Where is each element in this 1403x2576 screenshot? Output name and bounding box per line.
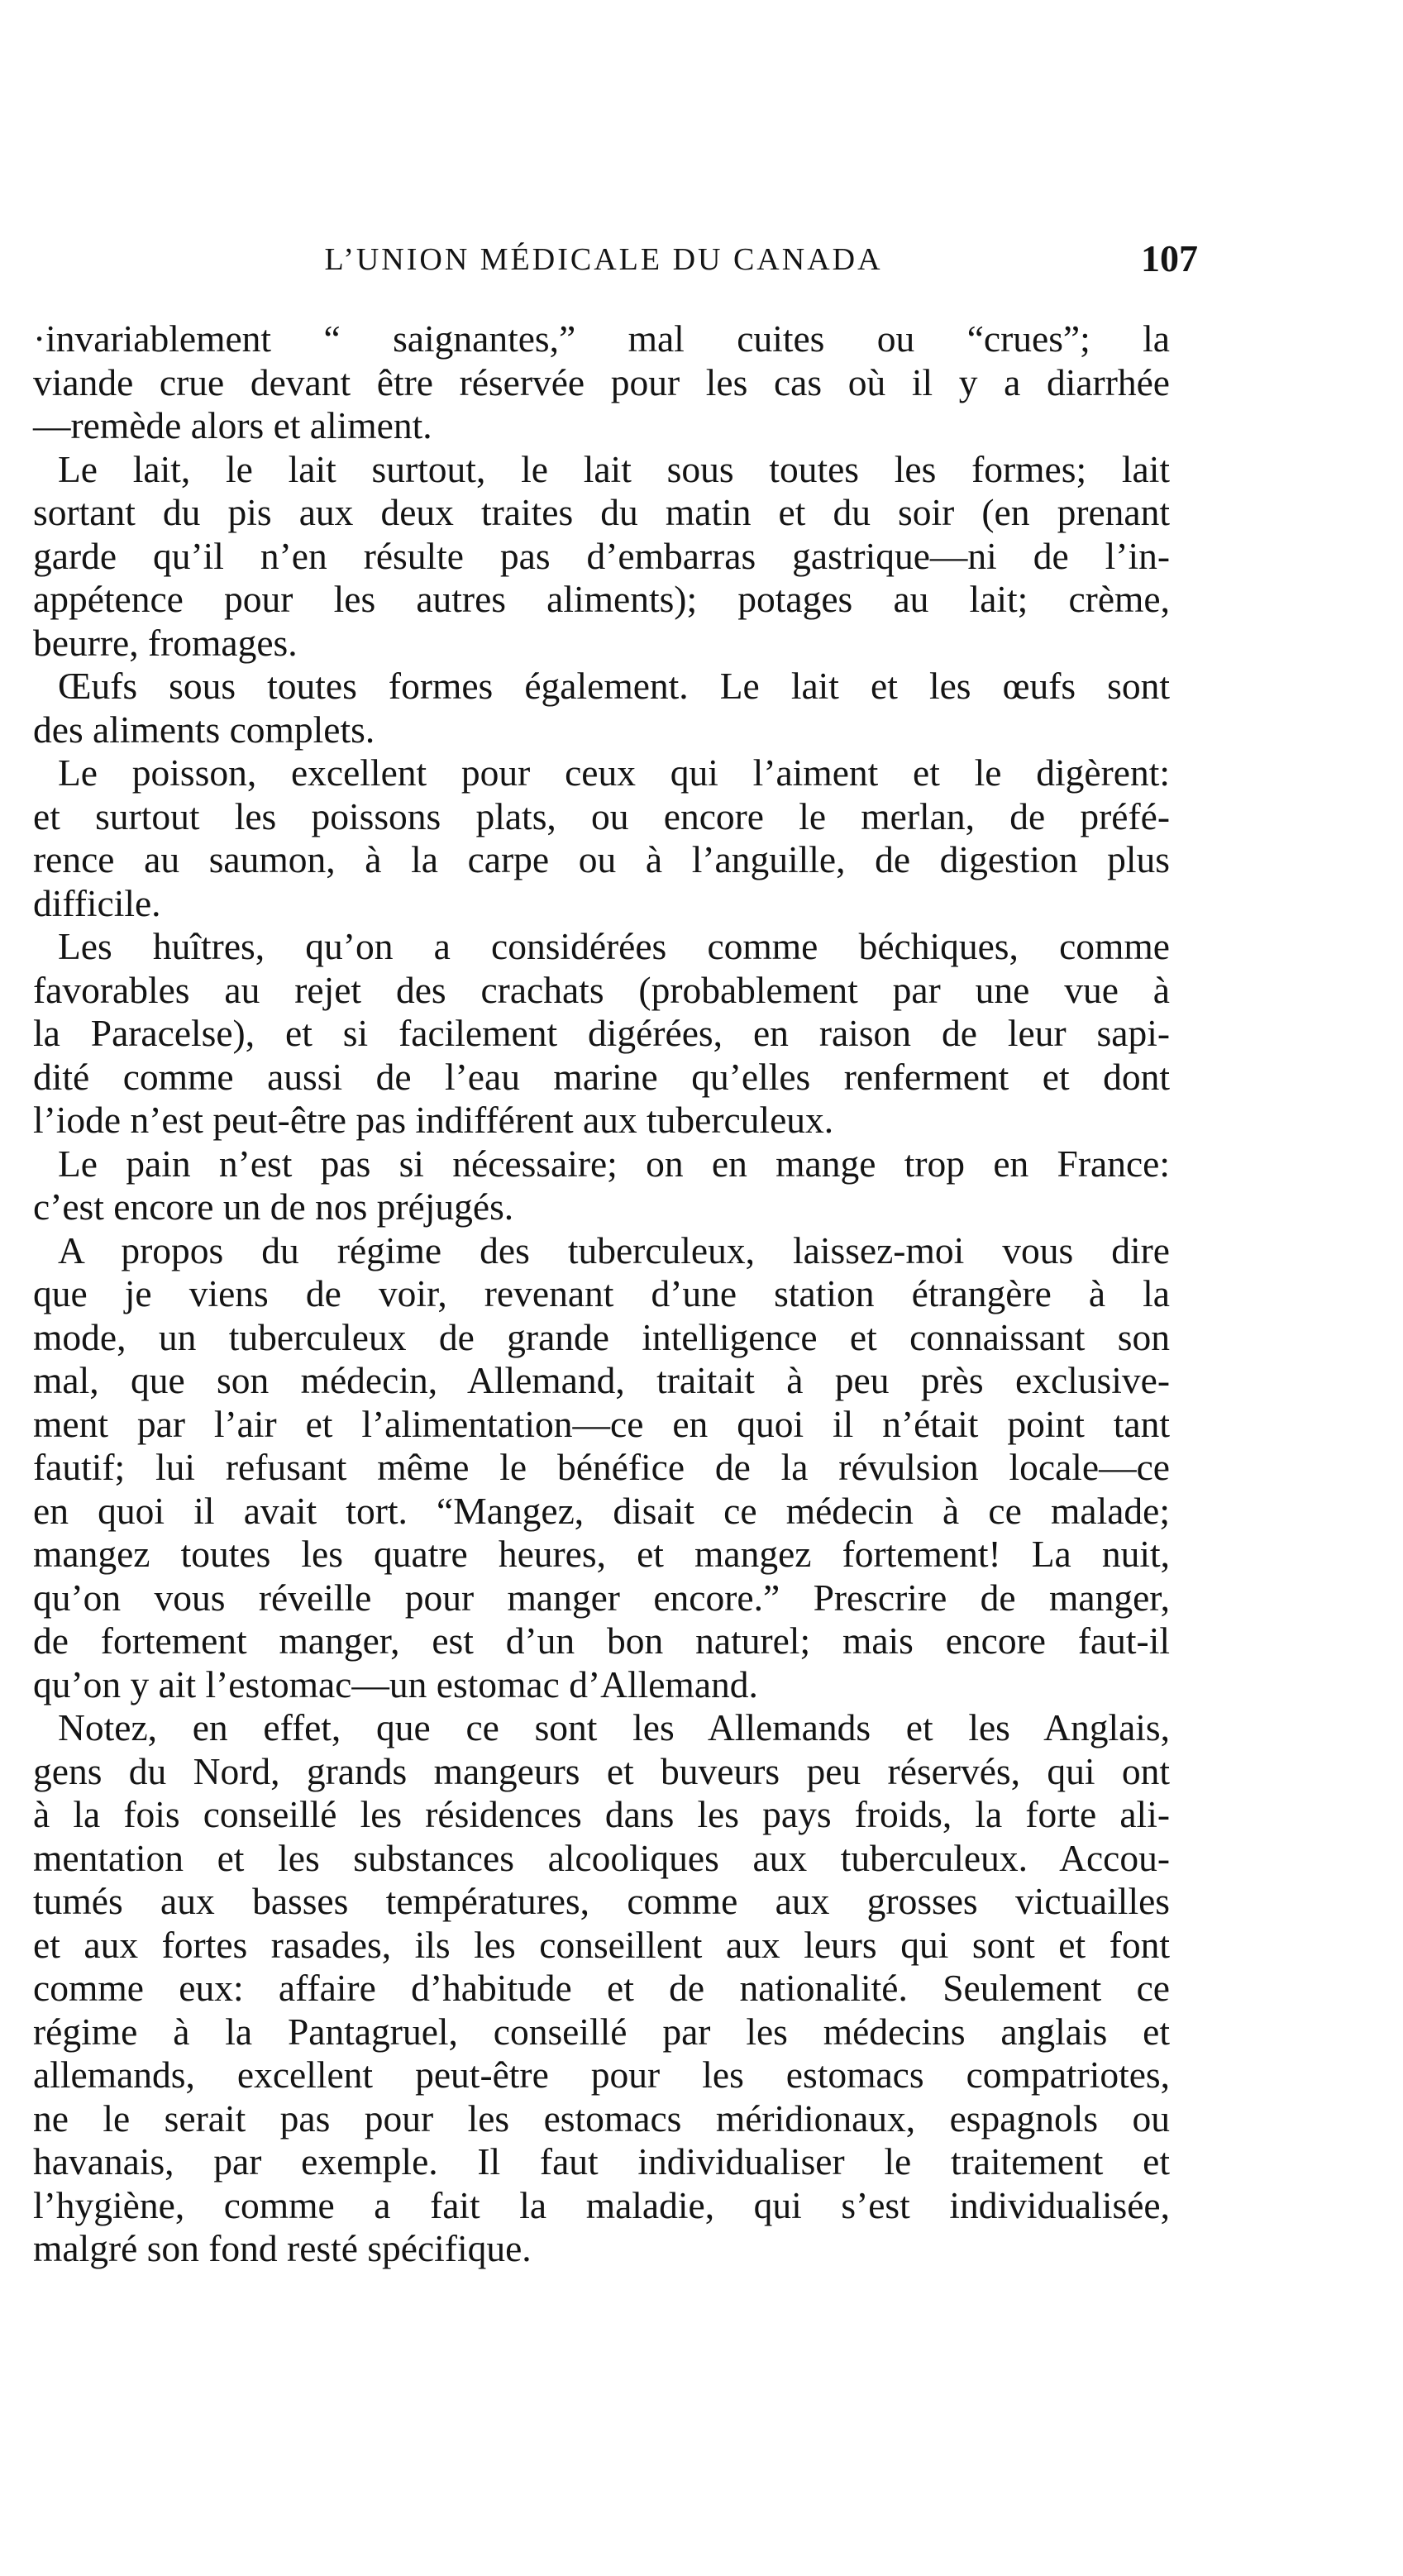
text-line: beurre, fromages.: [33, 621, 298, 664]
paragraph-first-line: A propos du régime des tuberculeux, laissez-moi vous dire: [58, 1228, 1170, 1271]
text-line: l’iode n’est peut-être pas indifférent aux tuberculeux.: [33, 1099, 834, 1141]
text-line: la Paracelse), et si facilement digérées, en raison de leur sapi-: [33, 1012, 1170, 1054]
text-line: mode, un tuberculeux de grande intelligence et connaissant son: [33, 1315, 1170, 1358]
text-line: fautif; lui refusant même le bénéfice de la révulsion locale—ce: [33, 1446, 1170, 1488]
text-line: mangez toutes les quatre heures, et mangez fortement! La nuit,: [33, 1533, 1170, 1575]
text-line: difficile.: [33, 881, 161, 924]
body-text: [33, 317, 1170, 2271]
text-line: rence au saumon, à la carpe ou à l’anguille, de digestion plus: [33, 838, 1170, 880]
paragraph-first-line: Le pain n’est pas si nécessaire; on en mange trop en France:: [58, 1142, 1170, 1185]
text-line: et aux fortes rasades, ils les conseillent aux leurs qui sont et font: [33, 1923, 1170, 1966]
text-line: qu’on y ait l’estomac—un estomac d’Allemand.: [33, 1662, 758, 1705]
text-line: que je viens de voir, revenant d’une station étrangère à la: [33, 1272, 1170, 1314]
text-line: qu’on vous réveille pour manger encore.” Prescrire de manger,: [33, 1576, 1170, 1619]
text-line: tumés aux basses températures, comme aux grosses victuailles: [33, 1880, 1170, 1922]
text-line: allemands, excellent peut-être pour les estomacs compatriotes,: [33, 2054, 1170, 2096]
text-line: l’hygiène, comme a fait la maladie, qui s’est individualisée,: [33, 2183, 1170, 2226]
text-line: à la fois conseillé les résidences dans les pays froids, la forte ali-: [33, 1793, 1170, 1835]
text-line: comme eux: affaire d’habitude et de nationalité. Seulement ce: [33, 1967, 1170, 2009]
paragraph-first-line: Œufs sous toutes formes également. Le lait et les œufs sont: [58, 665, 1170, 707]
text-line: garde qu’il n’en résulte pas d’embarras gastrique—ni de l’in-: [33, 534, 1170, 577]
text-line: sortant du pis aux deux traites du matin et du soir (en prenant: [33, 491, 1170, 533]
paragraph-first-line: Le lait, le lait surtout, le lait sous toutes les formes; lait: [58, 447, 1170, 490]
text-line: et surtout les poissons plats, ou encore le merlan, de préfé-: [33, 794, 1170, 837]
text-line: viande crue devant être réservée pour les cas où il y a diarrhée: [33, 360, 1170, 403]
text-line: en quoi il avait tort. “Mangez, disait ce médecin à ce malade;: [33, 1489, 1170, 1532]
text-line: gens du Nord, grands mangeurs et buveurs peu réservés, qui ont: [33, 1749, 1170, 1792]
text-line: dité comme aussi de l’eau marine qu’elles renferment et dont: [33, 1055, 1170, 1098]
text-line: appétence pour les autres aliments); potages au lait; crème,: [33, 578, 1170, 620]
text-line: des aliments complets.: [33, 708, 375, 751]
text-line: ne le serait pas pour les estomacs méridionaux, espagnols ou: [33, 2097, 1170, 2140]
text-line: de fortement manger, est d’un bon naturel; mais encore faut-il: [33, 1620, 1170, 1662]
text-line: mal, que son médecin, Allemand, traitait à peu près exclusive-: [33, 1359, 1170, 1401]
text-line: c’est encore un de nos préjugés.: [33, 1185, 514, 1228]
text-line: ·invariablement “ saignantes,” mal cuites ou “crues”; la: [33, 317, 1170, 360]
text-line: favorables au rejet des crachats (probablement par une vue à: [33, 968, 1170, 1011]
paragraph-first-line: Les huîtres, qu’on a considérées comme béchiques, comme: [58, 925, 1170, 967]
paragraph-first-line: Notez, en effet, que ce sont les Allemands et les Anglais,: [58, 1706, 1170, 1748]
running-head: [33, 237, 1403, 291]
text-line: malgré son fond resté spécifique.: [33, 2227, 532, 2269]
text-line: ment par l’air et l’alimentation—ce en quoi il n’était point tant: [33, 1402, 1170, 1445]
text-line: havanais, par exemple. Il faut individualiser le traitement et: [33, 2140, 1170, 2182]
text-line: régime à la Pantagruel, conseillé par les médecins anglais et: [33, 2010, 1170, 2053]
running-title: L’UNION MÉDICALE DU CANADA: [324, 242, 883, 277]
paragraph-first-line: Le poisson, excellent pour ceux qui l’aiment et le digèrent:: [58, 751, 1170, 794]
text-line: —remède alors et aliment.: [33, 404, 432, 446]
text-line: mentation et les substances alcooliques aux tuberculeux. Accou-: [33, 1836, 1170, 1879]
page-number: 107: [1141, 237, 1198, 279]
